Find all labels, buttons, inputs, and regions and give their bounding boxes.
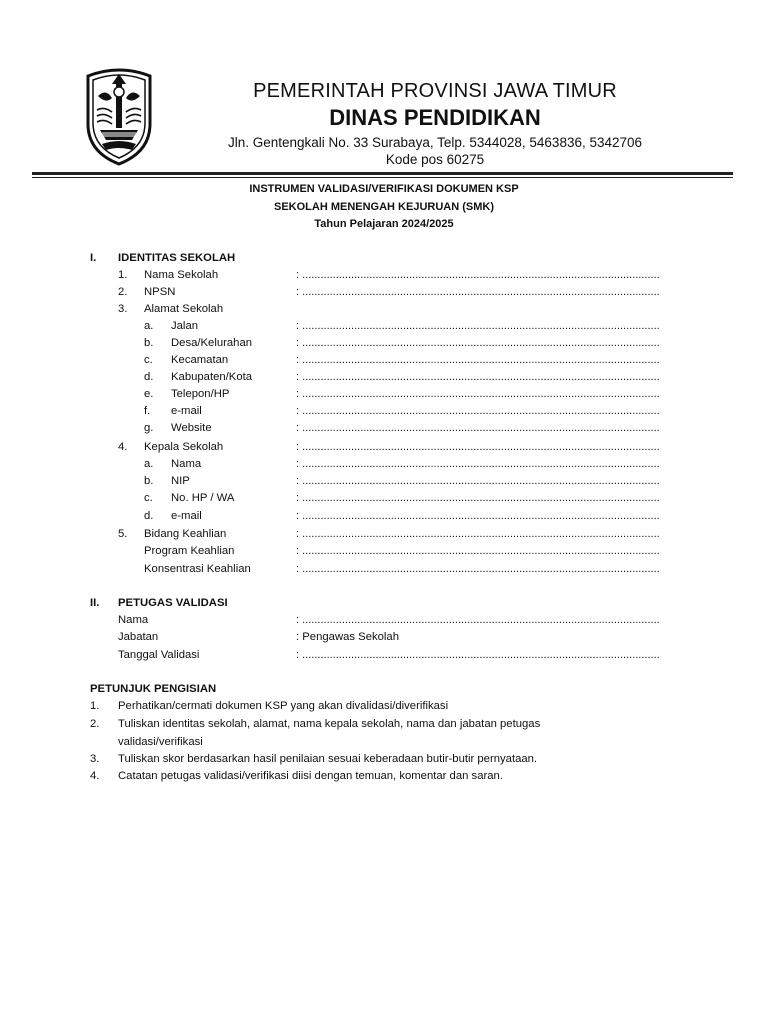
field-kepala-nama[interactable]: : .....: [296, 456, 660, 472]
label-tanggal-validasi: Tanggal Validasi: [118, 649, 200, 661]
field-tanggal-validasi[interactable]: : .....: [296, 647, 660, 663]
label-kabupaten: Kabupaten/Kota: [171, 371, 253, 383]
value-jabatan: : Pengawas Sekolah: [296, 631, 399, 643]
field-jalan[interactable]: : .....: [296, 318, 660, 334]
instruction-1: Perhatikan/cermati dokumen KSP yang akan divalidasi/diverifikasi: [118, 700, 449, 712]
item-number: 5.: [118, 528, 128, 540]
item-number: 3.: [118, 303, 128, 315]
field-nama-sekolah[interactable]: : .....: [296, 267, 660, 283]
letterhead: [175, 78, 695, 168]
sub-item-marker: a.: [144, 320, 154, 332]
label-email: e-mail: [171, 405, 202, 417]
letterhead-divider-thin: [32, 177, 733, 178]
label-jalan: Jalan: [171, 320, 199, 332]
government-name: PEMERINTAH PROVINSI JAWA TIMUR: [253, 80, 617, 102]
section1-number: I.: [90, 252, 97, 264]
instruction-number: 2.: [90, 718, 100, 730]
field-email[interactable]: : .....: [296, 403, 660, 419]
label-kepala-email: e-mail: [171, 510, 202, 522]
field-kepala-hp[interactable]: : .....: [296, 490, 660, 506]
field-kepala-email[interactable]: : .....: [296, 508, 660, 524]
field-konsentrasi-keahlian[interactable]: : .....: [296, 561, 660, 577]
field-kepala-nip[interactable]: : .....: [296, 473, 660, 489]
field-desa[interactable]: : .....: [296, 335, 660, 351]
item-number: 4.: [118, 441, 128, 453]
instruction-number: 3.: [90, 753, 100, 765]
sub-item-marker: b.: [144, 475, 154, 487]
item-number: 2.: [118, 286, 128, 298]
field-website[interactable]: : .....: [296, 420, 660, 436]
label-website: Website: [171, 422, 212, 434]
agency-address: Jln. Gentengkali No. 33 Surabaya, Telp. 5344028, 5463836, 5342706: [227, 135, 643, 150]
label-kepala-nip: NIP: [171, 475, 190, 487]
sub-item-marker: d.: [144, 510, 154, 522]
sub-item-marker: a.: [144, 458, 154, 470]
instruction-number: 1.: [90, 700, 100, 712]
field-npsn[interactable]: : .....: [296, 284, 660, 300]
instruction-3: Tuliskan skor berdasarkan hasil penilaian sesuai keberadaan butir-butir pernyataan.: [118, 753, 538, 765]
sub-item-marker: c.: [144, 492, 153, 504]
label-kepala-nama: Nama: [171, 458, 202, 470]
label-desa: Desa/Kelurahan: [171, 337, 253, 349]
sub-item-marker: c.: [144, 354, 153, 366]
document-title-line2: SEKOLAH MENENGAH KEJURUAN (SMK): [273, 200, 494, 213]
label-alamat-sekolah: Alamat Sekolah: [144, 303, 224, 315]
label-jabatan: Jabatan: [118, 631, 159, 643]
field-telepon[interactable]: : .....: [296, 386, 660, 402]
label-konsentrasi-keahlian: Konsentrasi Keahlian: [144, 563, 251, 575]
label-bidang-keahlian: Bidang Keahlian: [144, 528, 227, 540]
agency-name: DINAS PENDIDIKAN: [329, 105, 541, 130]
label-petugas-nama: Nama: [118, 614, 149, 626]
label-telepon: Telepon/HP: [171, 388, 230, 400]
instruction-number: 4.: [90, 770, 100, 782]
label-kepala-hp: No. HP / WA: [171, 492, 235, 504]
instruction-2-line2: validasi/verifikasi: [118, 736, 203, 748]
label-npsn: NPSN: [144, 286, 176, 298]
document-title: [0, 181, 768, 234]
letterhead-divider-thick: [32, 172, 733, 175]
section2-title: PETUGAS VALIDASI: [118, 597, 228, 609]
sub-item-marker: e.: [144, 388, 154, 400]
section2-number: II.: [90, 597, 100, 609]
label-kepala-sekolah: Kepala Sekolah: [144, 441, 224, 453]
label-nama-sekolah: Nama Sekolah: [144, 269, 219, 281]
instruction-2-line1: Tuliskan identitas sekolah, alamat, nama kepala sekolah, nama dan jabatan petugas: [118, 718, 541, 730]
document-title-line3: Tahun Pelajaran 2024/2025: [314, 218, 454, 230]
sub-item-marker: b.: [144, 337, 154, 349]
item-number: 1.: [118, 269, 128, 281]
field-kepala-sekolah[interactable]: : .....: [296, 439, 660, 455]
instructions-title: PETUNJUK PENGISIAN: [90, 683, 217, 695]
label-program-keahlian: Program Keahlian: [144, 545, 235, 557]
sub-item-marker: g.: [144, 422, 154, 434]
label-kecamatan: Kecamatan: [171, 354, 229, 366]
document-title-line1: INSTRUMEN VALIDASI/VERIFIKASI DOKUMEN KSP: [249, 183, 519, 195]
instruction-4: Catatan petugas validasi/verifikasi diisi dengan temuan, komentar dan saran.: [118, 770, 503, 782]
field-petugas-nama[interactable]: : .....: [296, 612, 660, 628]
field-bidang-keahlian[interactable]: : .....: [296, 526, 660, 542]
agency-postcode: Kode pos 60275: [385, 152, 485, 167]
field-program-keahlian[interactable]: : .....: [296, 543, 660, 559]
field-kecamatan[interactable]: : .....: [296, 352, 660, 368]
province-emblem-logo: [82, 66, 156, 166]
sub-item-marker: f.: [144, 405, 151, 417]
section1-title: IDENTITAS SEKOLAH: [118, 252, 236, 264]
sub-item-marker: d.: [144, 371, 154, 383]
field-kabupaten[interactable]: : .....: [296, 369, 660, 385]
